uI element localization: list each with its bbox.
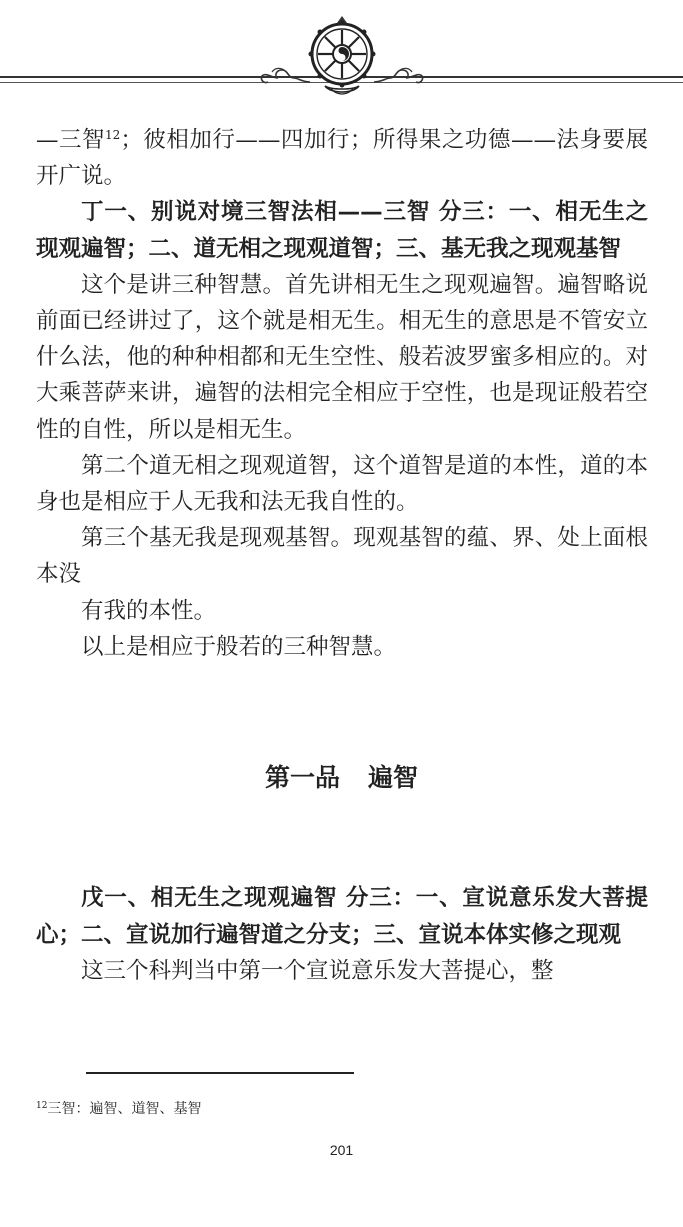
section-heading-ding1: 丁一、别说对境三智法相——三智 分三：一、相无生之现观遍智；二、道无相之现观道智；三、基无我之现观基智	[36, 199, 648, 262]
footnote-separator	[86, 1072, 354, 1074]
page-number: 201	[329, 1142, 354, 1158]
main-text	[36, 122, 648, 665]
chapter-number: 第一品	[264, 763, 340, 792]
section-2	[36, 880, 648, 990]
dharma-wheel-icon	[297, 14, 387, 98]
paragraph: 这个是讲三种智慧。首先讲相无生之现观遍智。遍智略说前面已经讲过了，这个就是相无生。相无生的意思是不管安立什么法，他的种种相都和无生空性、般若波罗蜜多相应的。对大乘菩萨来讲，遍智的法相完全相应于空性，也是现证般若空性的自性，所以是相无生。	[36, 271, 648, 443]
section-heading-wu1: 戊一、相无生之现观遍智 分三：一、宣说意乐发大菩提心；二、宣说加行遍智道之分支；三、宣说本体实修之现观	[36, 885, 648, 948]
paragraph: 有我的本性。	[81, 597, 217, 624]
paragraph: 第三个基无我是现观基智。现观基智的蕴、界、处上面根本没	[36, 525, 648, 588]
page-header	[0, 0, 683, 110]
chapter-name: 遍智	[368, 763, 419, 792]
footnote: $^{12}$三智：遍智、道智、基智	[36, 1101, 202, 1117]
paragraph: 第二个道无相之现观道智，这个道智是道的本性，道的本身也是相应于人无我和法无我自性的。	[36, 452, 648, 516]
footnote-ref: 12	[105, 128, 121, 142]
paragraph-continuation: —三智$^{12}$；彼相加行——四加行；所得果之功德——法身要展开广说。	[36, 127, 648, 190]
paragraph: 这三个科判当中第一个宣说意乐发大菩提心，整	[81, 958, 554, 984]
chapter-title	[0, 758, 683, 794]
footnote-marker: 12	[36, 1101, 48, 1111]
paragraph: 以上是相应于般若的三种智慧。	[81, 633, 397, 660]
